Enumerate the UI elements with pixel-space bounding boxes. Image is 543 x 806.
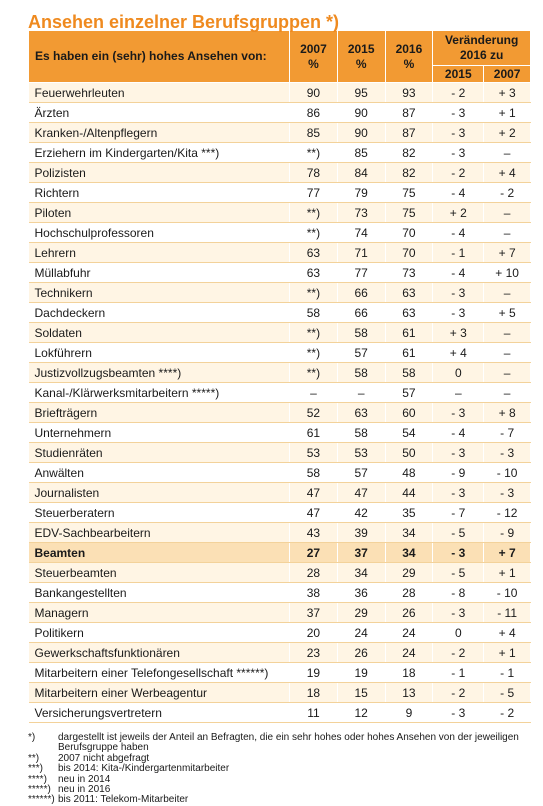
value-2007-cell: 58 — [290, 303, 338, 323]
change-2015-cell: - 3 — [433, 283, 484, 303]
value-2007-cell: **) — [290, 203, 338, 223]
profession-cell: Journalisten — [29, 483, 290, 503]
change-2007-cell: - 12 — [484, 503, 531, 523]
value-2015-cell: 58 — [337, 423, 385, 443]
footnote-marker: *****) — [28, 784, 51, 796]
change-2007-cell: - 10 — [484, 463, 531, 483]
profession-cell: Briefträgern — [29, 403, 290, 423]
table-row — [29, 523, 531, 543]
table-row — [29, 583, 531, 603]
value-2015-cell: 42 — [337, 503, 385, 523]
change-2007-cell: - 1 — [484, 663, 531, 683]
change-2015-cell: + 3 — [433, 323, 484, 343]
footnote-text: dargestellt ist jeweils der Anteil an Befragten, die ein sehr hohes oder hohes Ansehen von der jeweiligen Berufsgruppe haben — [58, 732, 519, 754]
value-2016-cell: 9 — [385, 703, 433, 723]
value-2007-cell: 90 — [290, 83, 338, 103]
value-2007-cell: 86 — [290, 103, 338, 123]
table-row — [29, 283, 531, 303]
header-change-2007: 2007 — [484, 66, 531, 83]
table-row — [29, 683, 531, 703]
profession-cell: Ärzten — [29, 103, 290, 123]
footnote — [28, 795, 531, 805]
header-profession: Es haben ein (sehr) hohes Ansehen von: — [29, 31, 290, 83]
table-row — [29, 623, 531, 643]
value-2016-cell: 70 — [385, 243, 433, 263]
page-title: Ansehen einzelner Berufsgruppen *) — [28, 12, 340, 32]
header-2015-unit: % — [355, 56, 367, 71]
change-2007-cell: - 9 — [484, 523, 531, 543]
profession-cell: Kranken-/Altenpflegern — [29, 123, 290, 143]
value-2007-cell: – — [290, 383, 338, 403]
profession-cell: Müllabfuhr — [29, 263, 290, 283]
value-2007-cell: **) — [290, 143, 338, 163]
value-2007-cell: 52 — [290, 403, 338, 423]
table-row — [29, 83, 531, 103]
change-2007-cell: + 10 — [484, 263, 531, 283]
value-2015-cell: 26 — [337, 643, 385, 663]
footnote-text: bis 2014: Kita-/Kindergartenmitarbeiter — [58, 763, 230, 775]
profession-reputation-table — [28, 30, 531, 723]
profession-cell: Mitarbeitern einer Werbeagentur — [29, 683, 290, 703]
profession-cell: EDV-Sachbearbeitern — [29, 523, 290, 543]
profession-cell: Piloten — [29, 203, 290, 223]
value-2016-cell: 13 — [385, 683, 433, 703]
value-2015-cell: 37 — [337, 543, 385, 563]
change-2015-cell: - 3 — [433, 443, 484, 463]
value-2015-cell: 66 — [337, 283, 385, 303]
change-2015-cell: - 4 — [433, 183, 484, 203]
profession-cell: Richtern — [29, 183, 290, 203]
table-row — [29, 103, 531, 123]
change-2015-cell: - 3 — [433, 703, 484, 723]
value-2015-cell: 58 — [337, 363, 385, 383]
table-row — [29, 183, 531, 203]
change-2015-cell: 0 — [433, 623, 484, 643]
profession-cell: Technikern — [29, 283, 290, 303]
value-2007-cell: 23 — [290, 643, 338, 663]
value-2016-cell: 18 — [385, 663, 433, 683]
change-2007-cell: + 1 — [484, 643, 531, 663]
change-2007-cell: + 1 — [484, 103, 531, 123]
change-2007-cell: – — [484, 223, 531, 243]
header-change-2015: 2015 — [433, 66, 484, 83]
footnote-text: neu in 2016 — [58, 784, 111, 796]
change-2015-cell: - 3 — [433, 103, 484, 123]
value-2016-cell: 93 — [385, 83, 433, 103]
change-2015-cell: - 3 — [433, 603, 484, 623]
value-2015-cell: 47 — [337, 483, 385, 503]
change-2007-cell: - 11 — [484, 603, 531, 623]
value-2007-cell: 47 — [290, 483, 338, 503]
value-2015-cell: 90 — [337, 103, 385, 123]
change-2007-cell: + 4 — [484, 623, 531, 643]
header-2007-unit: % — [308, 56, 319, 71]
value-2016-cell: 50 — [385, 443, 433, 463]
change-2007-cell: + 1 — [484, 563, 531, 583]
value-2007-cell: 85 — [290, 123, 338, 143]
value-2016-cell: 63 — [385, 303, 433, 323]
profession-cell: Steuerberatern — [29, 503, 290, 523]
value-2007-cell: 61 — [290, 423, 338, 443]
value-2007-cell: 37 — [290, 603, 338, 623]
value-2007-cell: 63 — [290, 243, 338, 263]
change-2015-cell: - 3 — [433, 303, 484, 323]
value-2007-cell: 78 — [290, 163, 338, 183]
change-2007-cell: – — [484, 383, 531, 403]
change-2007-cell: + 7 — [484, 243, 531, 263]
value-2015-cell: 85 — [337, 143, 385, 163]
value-2015-cell: 90 — [337, 123, 385, 143]
profession-cell: Mitarbeitern einer Telefongesellschaft ******) — [29, 663, 290, 683]
header-2015-year: 2015 — [347, 41, 375, 56]
footnote-marker: ***) — [28, 763, 44, 775]
value-2016-cell: 63 — [385, 283, 433, 303]
value-2007-cell: **) — [290, 223, 338, 243]
value-2015-cell: 24 — [337, 623, 385, 643]
value-2016-cell: 87 — [385, 123, 433, 143]
footnote-text: neu in 2014 — [58, 773, 111, 785]
profession-cell: Versicherungsvertretern — [29, 703, 290, 723]
value-2016-cell: 70 — [385, 223, 433, 243]
value-2015-cell: 58 — [337, 323, 385, 343]
value-2016-cell: 34 — [385, 523, 433, 543]
profession-cell: Kanal-/Klärwerksmitarbeitern *****) — [29, 383, 290, 403]
change-2015-cell: - 2 — [433, 643, 484, 663]
change-2015-cell: - 3 — [433, 123, 484, 143]
header-2016-unit: % — [403, 56, 415, 71]
profession-cell: Lehrern — [29, 243, 290, 263]
change-2007-cell: – — [484, 363, 531, 383]
change-2007-cell: - 2 — [484, 183, 531, 203]
table-row — [29, 123, 531, 143]
table-row — [29, 703, 531, 723]
value-2015-cell: 53 — [337, 443, 385, 463]
value-2016-cell: 35 — [385, 503, 433, 523]
value-2007-cell: 19 — [290, 663, 338, 683]
change-2015-cell: - 3 — [433, 403, 484, 423]
profession-cell: Soldaten — [29, 323, 290, 343]
value-2016-cell: 24 — [385, 623, 433, 643]
change-2007-cell: - 10 — [484, 583, 531, 603]
header-2015 — [337, 31, 385, 83]
value-2016-cell: 48 — [385, 463, 433, 483]
value-2007-cell: 43 — [290, 523, 338, 543]
table-row — [29, 303, 531, 323]
change-2015-cell: - 1 — [433, 663, 484, 683]
value-2007-cell: 20 — [290, 623, 338, 643]
table-body — [29, 83, 531, 723]
change-2015-cell: + 4 — [433, 343, 484, 363]
value-2015-cell: 36 — [337, 583, 385, 603]
value-2016-cell: 34 — [385, 543, 433, 563]
value-2016-cell: 87 — [385, 103, 433, 123]
change-2007-cell: + 3 — [484, 83, 531, 103]
change-2015-cell: - 8 — [433, 583, 484, 603]
table-row — [29, 443, 531, 463]
profession-cell: Lokführern — [29, 343, 290, 363]
profession-cell: Polizisten — [29, 163, 290, 183]
value-2016-cell: 75 — [385, 183, 433, 203]
change-2007-cell: - 2 — [484, 703, 531, 723]
change-2015-cell: 0 — [433, 363, 484, 383]
value-2007-cell: 28 — [290, 563, 338, 583]
change-2015-cell: - 3 — [433, 543, 484, 563]
change-2007-cell: - 5 — [484, 683, 531, 703]
profession-cell: Steuerbeamten — [29, 563, 290, 583]
value-2015-cell: 66 — [337, 303, 385, 323]
value-2015-cell: 57 — [337, 343, 385, 363]
change-2007-cell: – — [484, 143, 531, 163]
value-2015-cell: 74 — [337, 223, 385, 243]
value-2016-cell: 82 — [385, 143, 433, 163]
change-2015-cell: - 4 — [433, 263, 484, 283]
footnote-marker: **) — [28, 752, 40, 764]
table-row — [29, 343, 531, 363]
table-row — [29, 643, 531, 663]
change-2015-cell: + 2 — [433, 203, 484, 223]
table-row — [29, 363, 531, 383]
table-row — [29, 483, 531, 503]
value-2015-cell: 63 — [337, 403, 385, 423]
value-2015-cell: 15 — [337, 683, 385, 703]
profession-cell: Managern — [29, 603, 290, 623]
header-2007 — [290, 31, 338, 83]
value-2016-cell: 60 — [385, 403, 433, 423]
profession-cell: Politikern — [29, 623, 290, 643]
value-2007-cell: **) — [290, 323, 338, 343]
footnotes — [28, 733, 531, 806]
table-row — [29, 203, 531, 223]
value-2015-cell: 57 — [337, 463, 385, 483]
value-2016-cell: 61 — [385, 343, 433, 363]
change-2015-cell: - 2 — [433, 163, 484, 183]
value-2007-cell: 53 — [290, 443, 338, 463]
value-2007-cell: 11 — [290, 703, 338, 723]
table-row — [29, 223, 531, 243]
footnote-marker: ****) — [28, 773, 47, 785]
profession-cell: Beamten — [29, 543, 290, 563]
header-2016-year: 2016 — [395, 41, 423, 56]
profession-cell: Gewerkschaftsfunktionären — [29, 643, 290, 663]
value-2016-cell: 24 — [385, 643, 433, 663]
value-2007-cell: 63 — [290, 263, 338, 283]
value-2015-cell: 34 — [337, 563, 385, 583]
value-2015-cell: 73 — [337, 203, 385, 223]
change-2015-cell: - 3 — [433, 143, 484, 163]
value-2016-cell: 75 — [385, 203, 433, 223]
change-2015-cell: - 4 — [433, 423, 484, 443]
value-2016-cell: 82 — [385, 163, 433, 183]
header-2007-year: 2007 — [300, 41, 327, 56]
value-2016-cell: 58 — [385, 363, 433, 383]
header-2016 — [385, 31, 433, 83]
table-row — [29, 603, 531, 623]
table-row — [29, 423, 531, 443]
change-2015-cell: - 1 — [433, 243, 484, 263]
value-2016-cell: 54 — [385, 423, 433, 443]
change-2015-cell: - 2 — [433, 83, 484, 103]
change-2015-cell: - 7 — [433, 503, 484, 523]
table-row — [29, 543, 531, 563]
value-2015-cell: 39 — [337, 523, 385, 543]
value-2016-cell: 29 — [385, 563, 433, 583]
footnote — [28, 733, 531, 754]
value-2007-cell: 47 — [290, 503, 338, 523]
change-2007-cell: + 5 — [484, 303, 531, 323]
change-2015-cell: - 5 — [433, 563, 484, 583]
change-2015-cell: – — [433, 383, 484, 403]
value-2007-cell: **) — [290, 283, 338, 303]
table-row — [29, 503, 531, 523]
value-2015-cell: 79 — [337, 183, 385, 203]
value-2016-cell: 73 — [385, 263, 433, 283]
value-2007-cell: **) — [290, 343, 338, 363]
value-2015-cell: 84 — [337, 163, 385, 183]
value-2015-cell: 71 — [337, 243, 385, 263]
value-2015-cell: 77 — [337, 263, 385, 283]
value-2007-cell: 27 — [290, 543, 338, 563]
value-2007-cell: 77 — [290, 183, 338, 203]
table-row — [29, 563, 531, 583]
value-2015-cell: 12 — [337, 703, 385, 723]
value-2016-cell: 57 — [385, 383, 433, 403]
value-2007-cell: 58 — [290, 463, 338, 483]
profession-cell: Anwälten — [29, 463, 290, 483]
footnote-marker: *) — [28, 732, 36, 743]
table-row — [29, 403, 531, 423]
table-row — [29, 323, 531, 343]
table-row — [29, 263, 531, 283]
change-2007-cell: – — [484, 283, 531, 303]
change-2007-cell: + 7 — [484, 543, 531, 563]
value-2015-cell: 19 — [337, 663, 385, 683]
footnote-text: 2007 nicht abgefragt — [58, 752, 150, 764]
footnote-text: bis 2011: Telekom-Mitarbeiter — [58, 794, 189, 806]
value-2016-cell: 61 — [385, 323, 433, 343]
change-2015-cell: - 9 — [433, 463, 484, 483]
footnote-marker: ******) — [28, 794, 55, 806]
table-row — [29, 463, 531, 483]
value-2015-cell: 95 — [337, 83, 385, 103]
change-2007-cell: - 3 — [484, 483, 531, 503]
table-header — [29, 31, 531, 83]
change-2015-cell: - 3 — [433, 483, 484, 503]
change-2007-cell: – — [484, 203, 531, 223]
change-2007-cell: – — [484, 323, 531, 343]
change-2015-cell: - 4 — [433, 223, 484, 243]
table-row — [29, 663, 531, 683]
table-row — [29, 143, 531, 163]
profession-cell: Erziehern im Kindergarten/Kita ***) — [29, 143, 290, 163]
value-2007-cell: **) — [290, 363, 338, 383]
change-2007-cell: – — [484, 343, 531, 363]
value-2007-cell: 38 — [290, 583, 338, 603]
table-row — [29, 383, 531, 403]
profession-cell: Feuerwehrleuten — [29, 83, 290, 103]
profession-cell: Unternehmern — [29, 423, 290, 443]
profession-cell: Bankangestellten — [29, 583, 290, 603]
change-2015-cell: - 2 — [433, 683, 484, 703]
table-row — [29, 163, 531, 183]
value-2016-cell: 44 — [385, 483, 433, 503]
change-2007-cell: + 4 — [484, 163, 531, 183]
value-2007-cell: 18 — [290, 683, 338, 703]
profession-cell: Studienräten — [29, 443, 290, 463]
change-2007-cell: - 7 — [484, 423, 531, 443]
table-row — [29, 243, 531, 263]
profession-cell: Dachdeckern — [29, 303, 290, 323]
change-2007-cell: + 8 — [484, 403, 531, 423]
profession-cell: Justizvollzugsbeamten ****) — [29, 363, 290, 383]
change-2007-cell: - 3 — [484, 443, 531, 463]
value-2016-cell: 26 — [385, 603, 433, 623]
header-change: Veränderung 2016 zu — [433, 31, 531, 66]
value-2015-cell: – — [337, 383, 385, 403]
value-2016-cell: 28 — [385, 583, 433, 603]
change-2007-cell: + 2 — [484, 123, 531, 143]
change-2015-cell: - 5 — [433, 523, 484, 543]
profession-cell: Hochschulprofessoren — [29, 223, 290, 243]
value-2015-cell: 29 — [337, 603, 385, 623]
